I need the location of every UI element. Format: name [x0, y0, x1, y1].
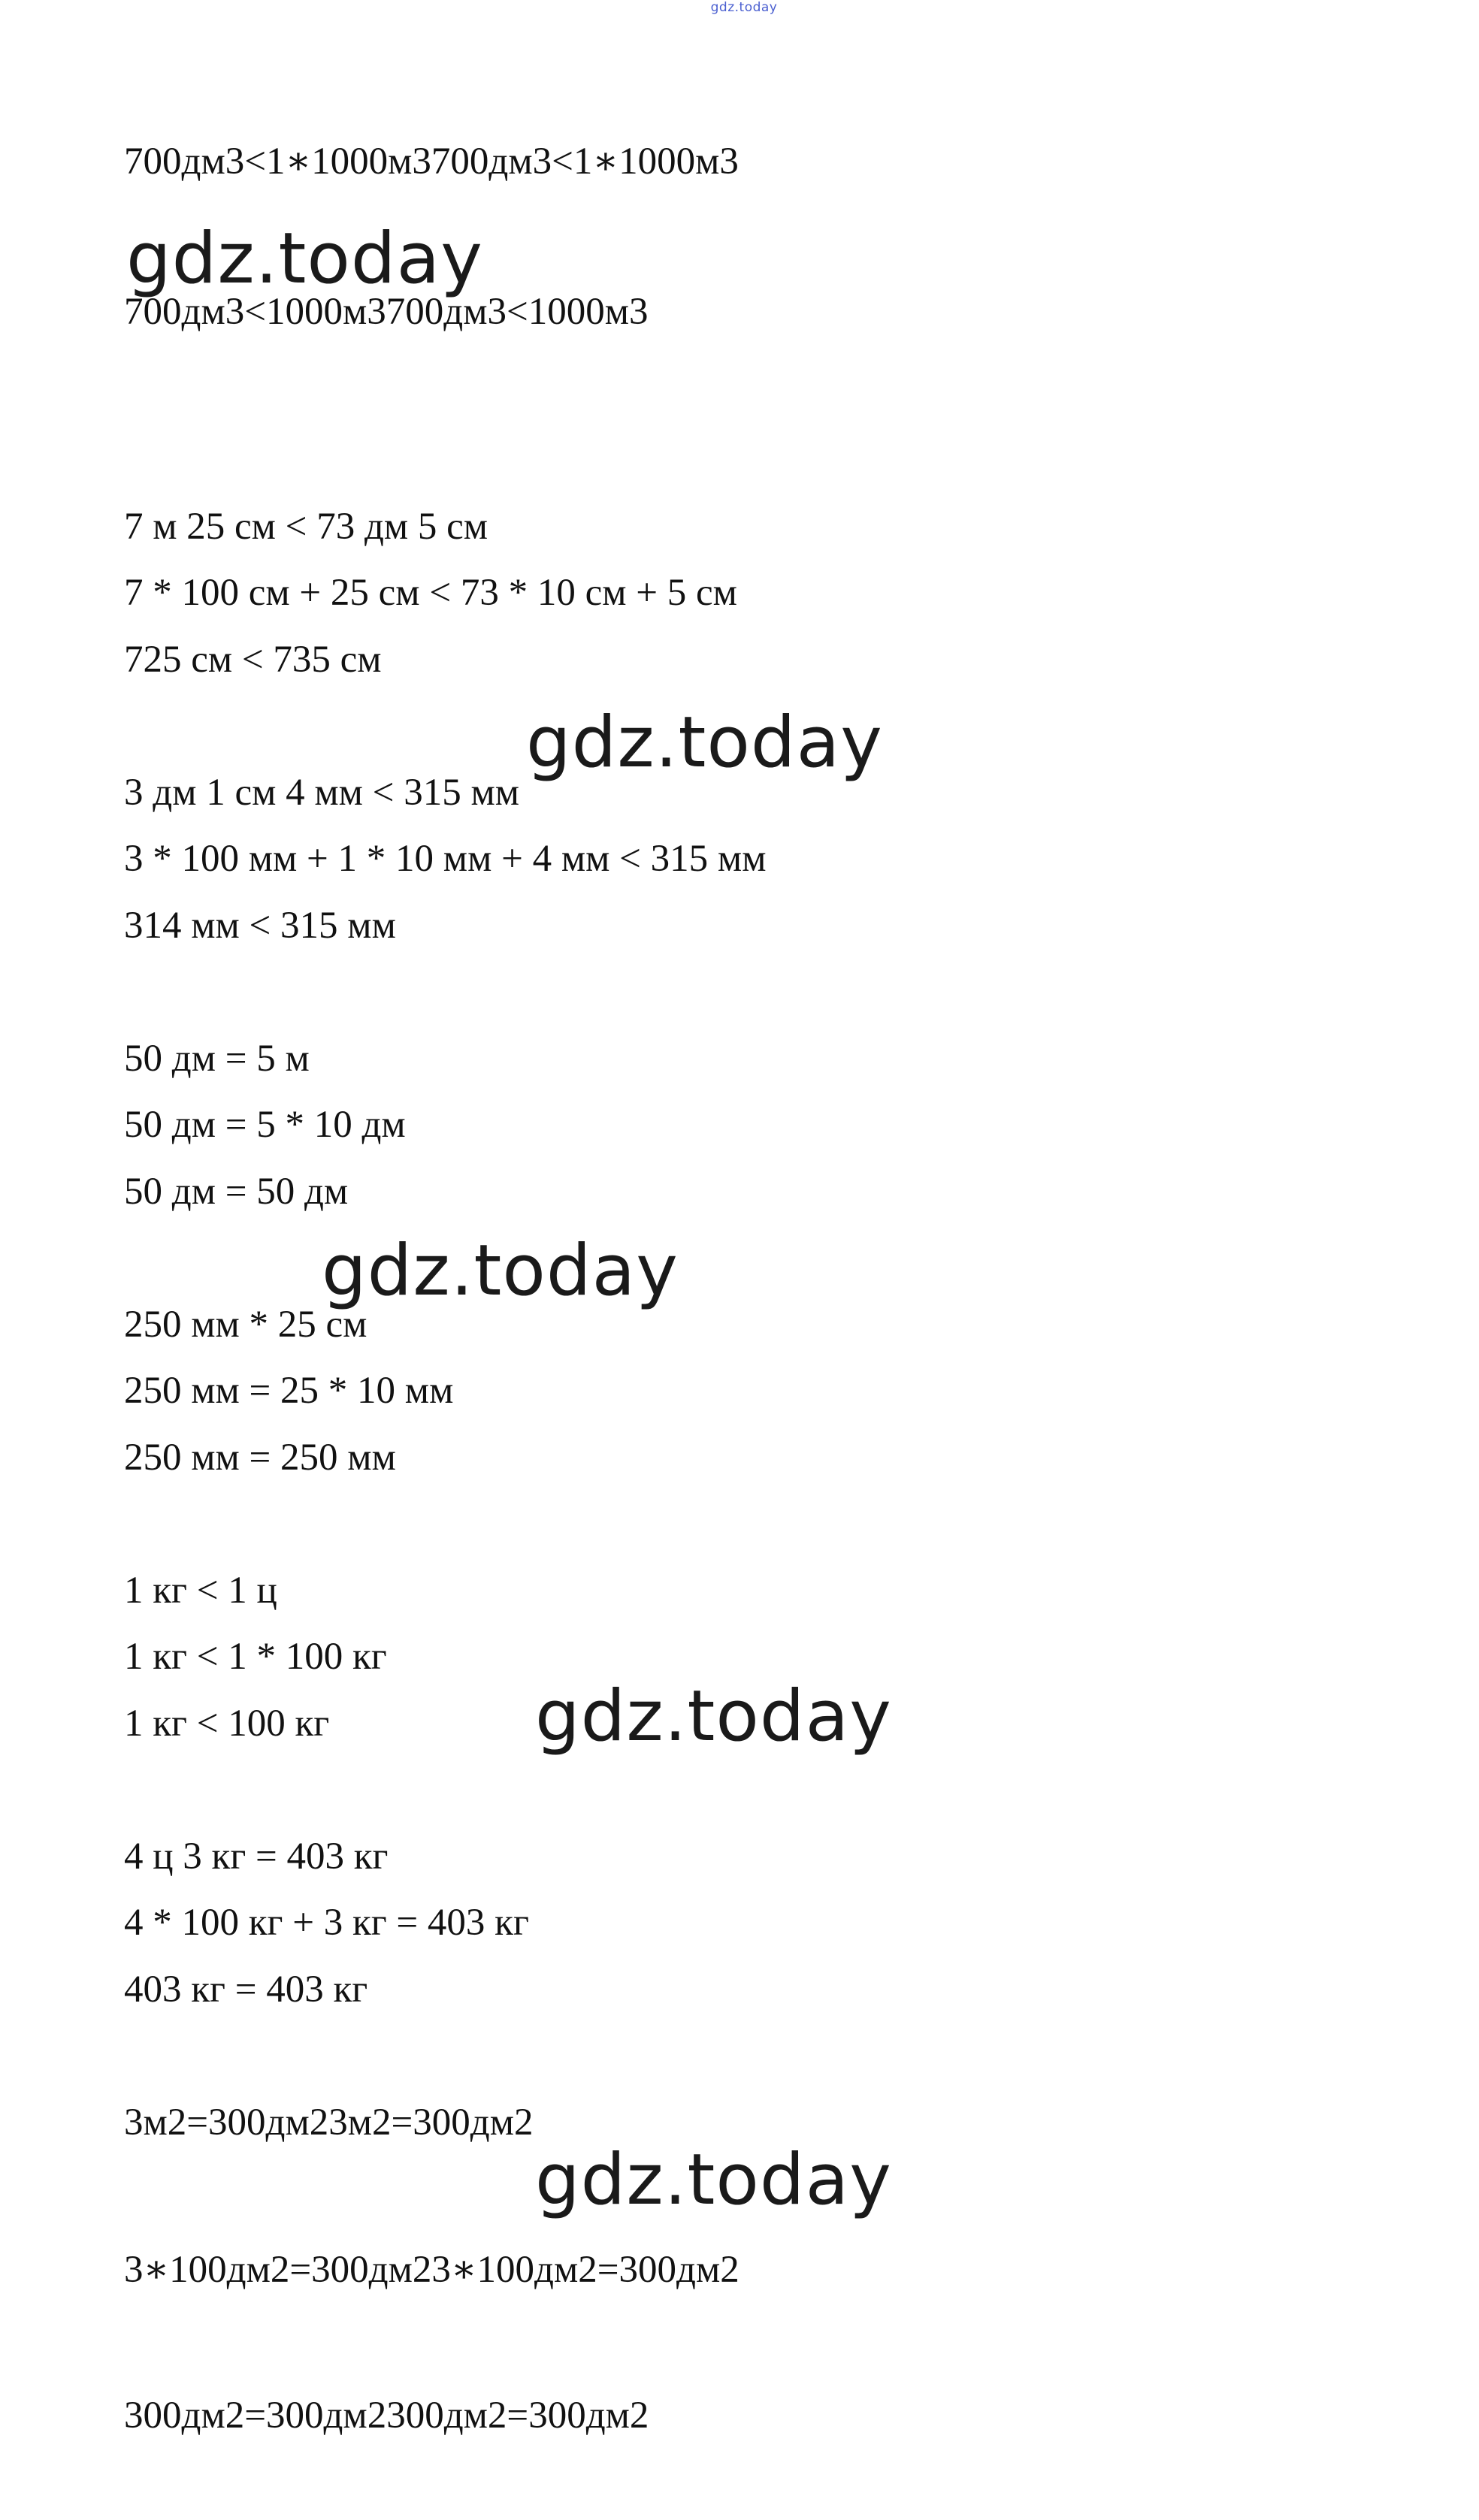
- math-line-7: 3 * 100 мм + 1 * 10 мм + 4 мм < 315 мм: [124, 838, 767, 880]
- math-line-6: 3 дм 1 см 4 мм < 315 мм: [124, 772, 519, 814]
- math-line-15: 1 кг < 1 ц: [124, 1570, 277, 1612]
- math-line-9: 50 дм = 5 м: [124, 1038, 310, 1080]
- math-line-21: 3м2=300дм23м2=300дм2: [124, 2102, 534, 2144]
- math-line-2: 700дм3<1000м3700дм3<1000м3: [124, 291, 649, 333]
- watermark-2: gdz.today: [526, 702, 883, 784]
- math-line-20: 403 кг = 403 кг: [124, 1969, 368, 2011]
- math-line-22: 3∗100дм2=300дм23∗100дм2=300дм2: [124, 2249, 740, 2291]
- math-line-16: 1 кг < 1 * 100 кг: [124, 1636, 387, 1678]
- watermark-5: gdz.today: [535, 2139, 892, 2221]
- site-mark: gdz.today: [710, 0, 778, 15]
- watermark-3: gdz.today: [322, 1230, 679, 1312]
- math-line-14: 250 мм = 250 мм: [124, 1437, 396, 1479]
- math-line-17: 1 кг < 100 кг: [124, 1703, 330, 1745]
- watermark-1: gdz.today: [126, 218, 483, 300]
- math-line-19: 4 * 100 кг + 3 кг = 403 кг: [124, 1902, 529, 1944]
- watermark-4: gdz.today: [535, 1675, 892, 1757]
- math-line-23: 300дм2=300дм2300дм2=300дм2: [124, 2395, 649, 2437]
- math-line-3: 7 м 25 см < 73 дм 5 см: [124, 506, 488, 548]
- math-line-8: 314 мм < 315 мм: [124, 905, 396, 947]
- math-line-5: 725 см < 735 см: [124, 639, 382, 681]
- math-line-12: 250 мм * 25 см: [124, 1304, 367, 1346]
- math-line-13: 250 мм = 25 * 10 мм: [124, 1370, 454, 1412]
- math-line-4: 7 * 100 см + 25 см < 73 * 10 см + 5 см: [124, 572, 737, 614]
- math-line-1: 700дм3<1∗1000м3700дм3<1∗1000м3: [124, 141, 739, 183]
- math-line-18: 4 ц 3 кг = 403 кг: [124, 1836, 389, 1878]
- math-line-10: 50 дм = 5 * 10 дм: [124, 1104, 406, 1146]
- math-line-11: 50 дм = 50 дм: [124, 1171, 349, 1213]
